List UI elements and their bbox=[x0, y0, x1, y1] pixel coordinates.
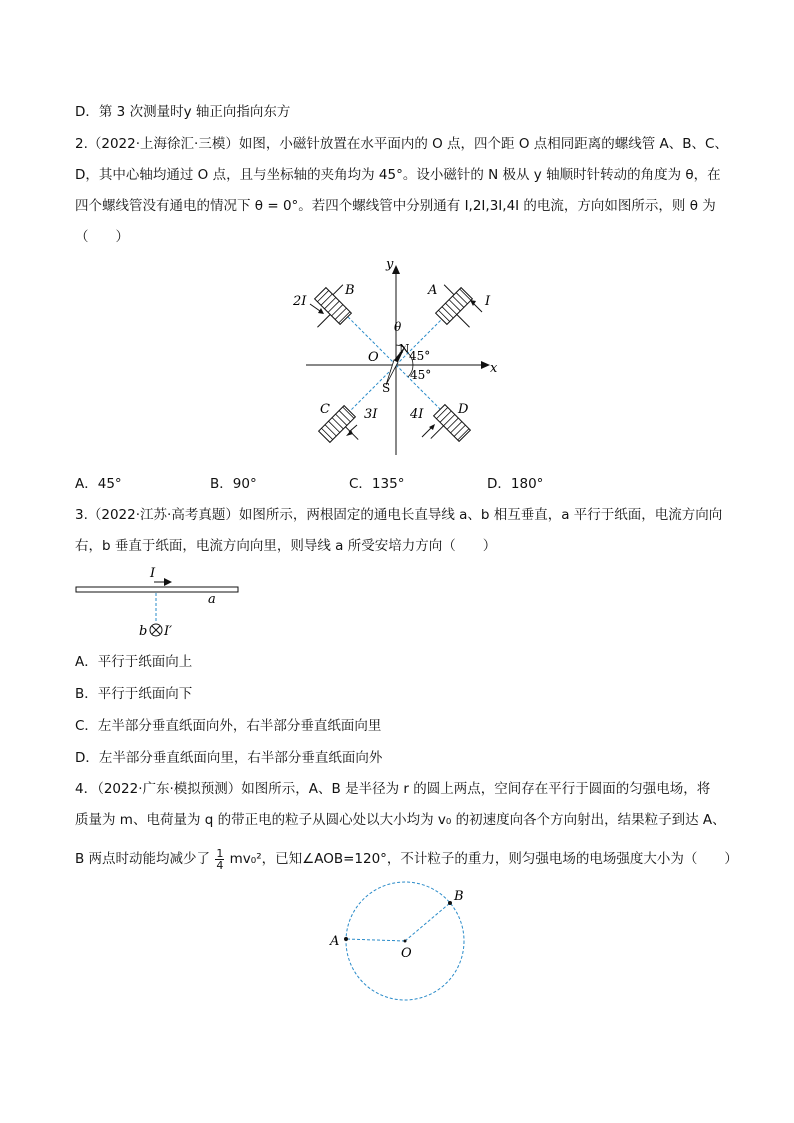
q1-option-d: D．第 3 次测量时y 轴正向指向东方 bbox=[75, 104, 291, 120]
q4-stem-line-2: 质量为 m、电荷量为 q 的带正电的粒子从圆心处以大小均为 v₀ 的初速度向各个方向射出，结果粒子到达 A、 bbox=[75, 812, 726, 828]
north-label: N bbox=[399, 342, 410, 356]
origin-label: O bbox=[368, 350, 379, 365]
q4-stem-line-3b: mv₀²，已知∠AOB=120°，不计粒子的重力，则匀强电场的电场强度大小为（ ） bbox=[229, 851, 738, 867]
q3-option-c: C．左半部分垂直纸面向外，右半部分垂直纸面向里 bbox=[75, 718, 382, 734]
angle-label-lower: 45° bbox=[410, 368, 432, 382]
solenoid-b-label: B bbox=[345, 283, 355, 298]
q4-stem-line-3a: B 两点时动能均减少了 bbox=[75, 851, 211, 867]
q2-stem-line-2: D，其中心轴均通过 O 点，且与坐标轴的夹角均为 45°。设小磁针的 N 极从 y 轴顺时针转动的角度为 θ，在 bbox=[75, 167, 721, 183]
solenoid-a-label: A bbox=[428, 283, 438, 298]
q3-option-a: A．平行于纸面向上 bbox=[75, 654, 193, 670]
q4-circle-figure bbox=[320, 878, 480, 1008]
q3-option-d: D．左半部分垂直纸面向里，右半部分垂直纸面向外 bbox=[75, 750, 383, 766]
q3-wire-figure bbox=[70, 562, 250, 642]
y-axis-label: y bbox=[386, 257, 394, 272]
q3-stem-line-1: 3.（2022·江苏·高考真题）如图所示，两根固定的通电长直导线 a、b 相互垂直，a 平行于纸面，电流方向向 bbox=[75, 507, 723, 523]
q4-stem-line-1: 4．（2022·广东·模拟预测）如图所示，A、B 是半径为 r 的圆上两点，空间存在平行于圆面的匀强电场，将 bbox=[75, 781, 711, 797]
center-o-label: O bbox=[401, 946, 412, 961]
solenoid-c-current: 3I bbox=[364, 407, 378, 422]
solenoid-d-current: 4I bbox=[410, 407, 424, 422]
solenoid-a-current: I bbox=[485, 294, 491, 309]
q2-stem-line-1: 2.（2022·上海徐汇·三模）如图，小磁针放置在水平面内的 O 点，四个距 O 点相同距离的螺线管 A、B、C、 bbox=[75, 136, 728, 152]
q2-option-d: D．180° bbox=[487, 476, 544, 492]
solenoid-b-current: 2I bbox=[293, 294, 307, 309]
q2-option-c: C．135° bbox=[349, 476, 405, 492]
q2-stem-line-4: （ ） bbox=[75, 229, 129, 245]
into-page-current-icon bbox=[150, 624, 162, 636]
point-a-label: A bbox=[330, 934, 340, 949]
south-label: S bbox=[382, 381, 391, 395]
q3-option-b: B．平行于纸面向下 bbox=[75, 686, 193, 702]
solenoid-d-label: D bbox=[458, 402, 469, 417]
point-b-label: B bbox=[454, 889, 464, 904]
angle-label-upper: 45° bbox=[409, 349, 431, 363]
x-axis-label: x bbox=[490, 361, 498, 376]
q2-stem-line-3: 四个螺线管没有通电的情况下 θ = 0°。若四个螺线管中分别通有 I,2I,3I,4I 的电流，方向如图所示，则 θ 为 bbox=[75, 198, 716, 214]
q4-fraction-numerator: 1 bbox=[216, 846, 224, 860]
wire-a-current-label: I bbox=[150, 566, 156, 581]
q3-stem-line-2: 右，b 垂直于纸面，电流方向向里，则导线 a 所受安培力方向（ ） bbox=[75, 538, 497, 554]
wire-b-current-label: I′ bbox=[164, 624, 173, 639]
q4-stem-line-3 bbox=[75, 842, 738, 876]
q4-fraction bbox=[215, 848, 224, 871]
q4-fraction-denominator: 4 bbox=[216, 858, 224, 872]
wire-b-label: b bbox=[139, 624, 148, 639]
q2-option-b: B．90° bbox=[210, 476, 257, 492]
q2-solenoid-figure bbox=[285, 250, 515, 460]
q2-options bbox=[75, 472, 695, 492]
solenoid-c-label: C bbox=[320, 402, 330, 417]
q2-option-a: A．45° bbox=[75, 476, 122, 492]
theta-label: θ bbox=[394, 320, 402, 334]
wire-a-label: a bbox=[208, 592, 216, 607]
